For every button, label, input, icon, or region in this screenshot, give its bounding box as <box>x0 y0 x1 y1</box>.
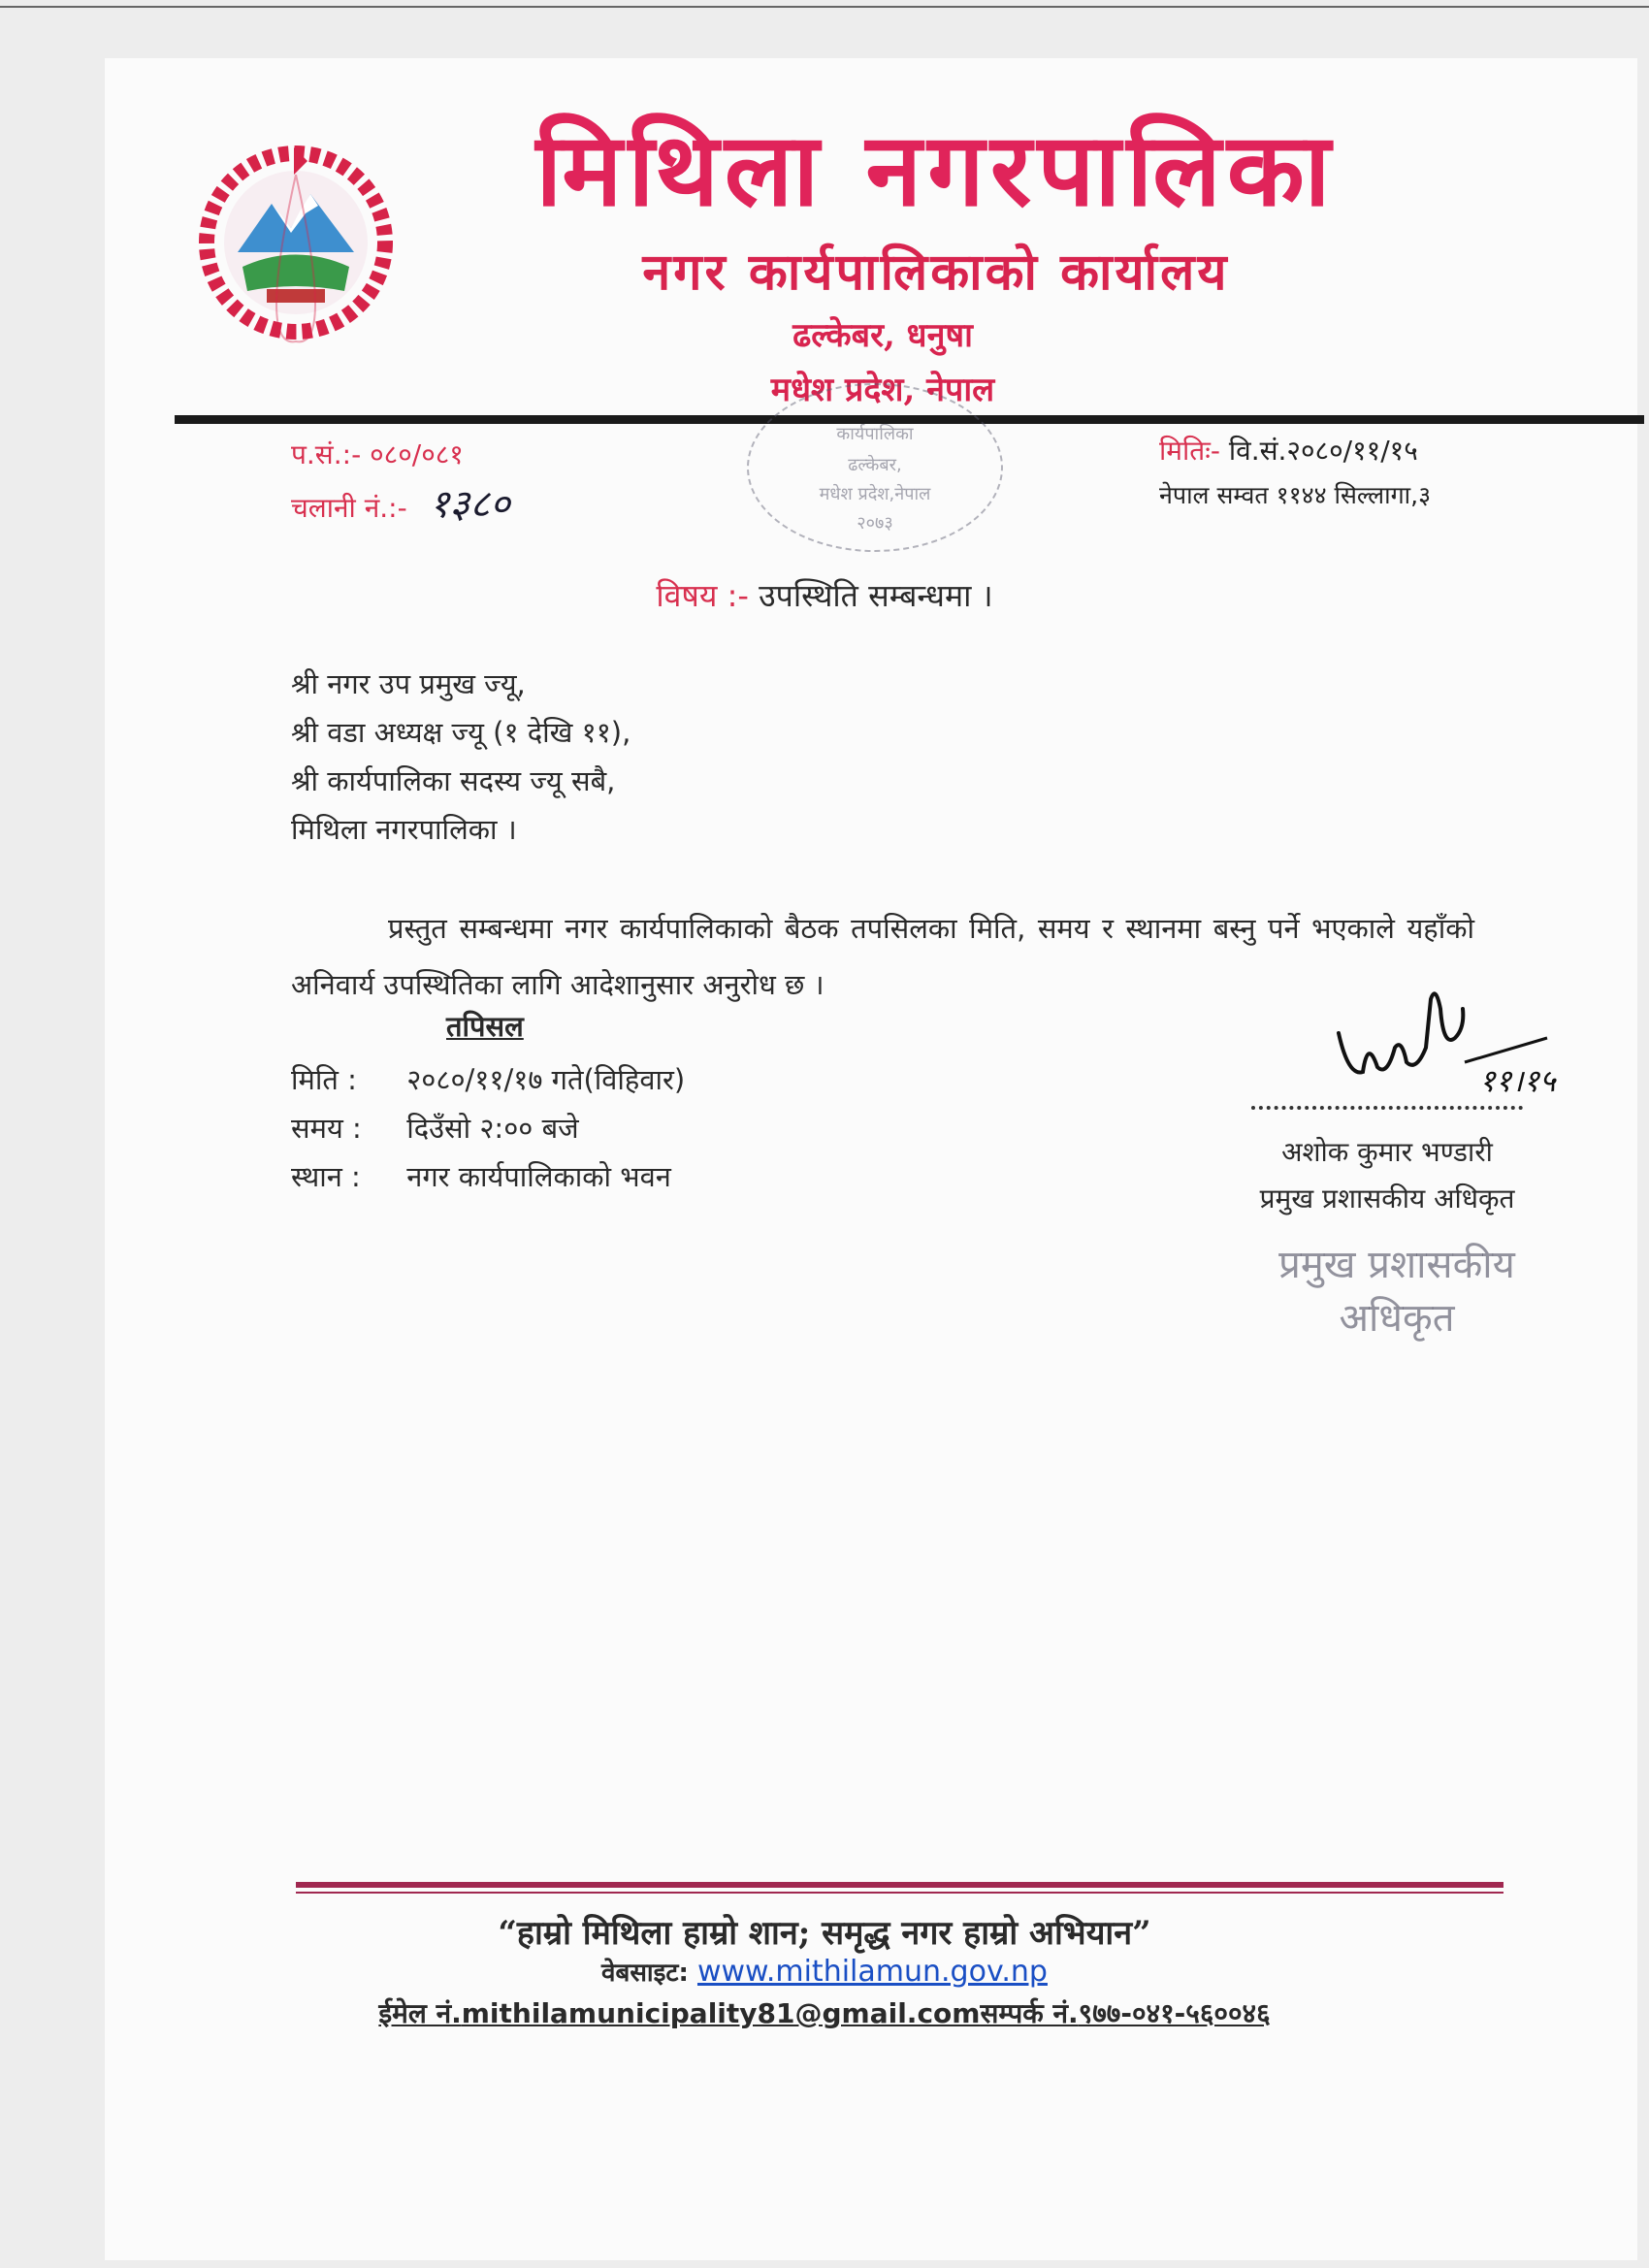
handwritten-signature <box>1319 980 1562 1096</box>
nepal-samvat-date: नेपाल सम्वत ११४४ सिल्लागा,३ <box>1159 481 1432 509</box>
date-label: मितिः- <box>1159 435 1220 467</box>
signature-line <box>1251 1106 1523 1110</box>
signatory-title: प्रमुख प्रशासकीय अधिकृत <box>1259 1183 1515 1215</box>
subject-text: उपस्थिति सम्बन्धमा । <box>759 577 993 614</box>
office-seal-stamp <box>747 383 1003 552</box>
letter-date <box>1159 435 1418 468</box>
ps-value: ०८०/०८१ <box>370 438 464 470</box>
footer-divider-thin <box>296 1892 1504 1894</box>
signatory-name: अशोक कुमार भण्डारी <box>1281 1136 1493 1168</box>
detail-time <box>291 1104 685 1152</box>
footer-divider <box>296 1882 1504 1888</box>
detail-date-label: मिति : <box>291 1063 357 1096</box>
stamp-line-1: कार्यपालिका <box>836 424 914 444</box>
addressee-item: श्री नगर उप प्रमुख ज्यू, <box>291 667 526 700</box>
chalani-number <box>291 481 510 528</box>
footer-slogan: “हाम्रो मिथिला हाम्रो शान; समृद्ध नगर हाम्रो अभियान” <box>498 1914 1151 1953</box>
patra-sankhya <box>291 438 464 471</box>
body-paragraph: प्रस्तुत सम्बन्धमा नगर कार्यपालिकाको बैठक तपसिलका मिति, समय र स्थानमा बस्नु पर्ने भएकाले यहाँको अनिवार्य उपस्थितिका लागि आदेशानुसार अनुरोध छ । <box>291 912 1474 1001</box>
addressee-item: श्री कार्यपालिका सदस्य ज्यू सबै, <box>291 764 616 797</box>
municipality-title: मिथिला नगरपालिका <box>535 110 1337 229</box>
detail-time-label: समय : <box>291 1112 362 1145</box>
subject-label: विषय :- <box>656 577 749 614</box>
ps-label: प.सं.:- <box>291 438 362 470</box>
phone-number: ९७७-०४१-५६००४६ <box>1078 1997 1271 2029</box>
footer-contact <box>0 1994 1649 2031</box>
scan-top-edge <box>0 6 1649 8</box>
stamp-line-4: २०७३ <box>857 513 893 534</box>
detail-place <box>291 1152 685 1201</box>
subject-line <box>0 574 1649 616</box>
stamp-line-2: ढल्केबर, <box>848 455 902 475</box>
addressee-item: मिथिला नगरपालिका । <box>291 813 517 846</box>
address-line-1: ढल्केबर, धनुषा <box>792 316 973 355</box>
website-label: वेबसाइट: <box>601 1959 689 1988</box>
detail-place-label: स्थान : <box>291 1160 361 1193</box>
signature-date: ११।१५ <box>1479 1062 1556 1096</box>
detail-date <box>291 1055 685 1104</box>
chalani-label: चलानी नं.:- <box>291 492 407 524</box>
stamp-line-3: मधेश प्रदेश,नेपाल <box>819 484 931 504</box>
phone-label: सम्पर्क नं. <box>980 1997 1079 2029</box>
detail-time-value: दिउँसो २:०० बजे <box>406 1112 579 1145</box>
chalani-value: १३८० <box>429 482 510 527</box>
website-link[interactable]: www.mithilamun.gov.np <box>696 1955 1048 1989</box>
details-heading: तपिसल <box>446 1010 524 1043</box>
date-value: वि.सं.२०८०/११/१५ <box>1228 435 1418 467</box>
address-line-2: मधेश प्रदेश, नेपाल <box>770 371 995 409</box>
addressee-list <box>291 660 630 854</box>
designation-stamp: प्रमुख प्रशासकीय अधिकृत <box>1278 1243 1515 1341</box>
detail-place-value: नगर कार्यपालिकाको भवन <box>406 1160 671 1193</box>
meeting-details <box>291 1055 685 1201</box>
footer-website <box>0 1954 1649 1989</box>
addressee-item: श्री वडा अध्यक्ष ज्यू (१ देखि ११), <box>291 716 631 749</box>
nepal-emblem-icon <box>199 136 393 349</box>
email-label: ईमेल नं. <box>378 1997 462 2029</box>
office-subtitle: नगर कार्यपालिकाको कार्यालय <box>642 243 1230 302</box>
detail-date-value: २०८०/११/१७ गते(विहिवार) <box>406 1063 686 1096</box>
email-address[interactable]: mithilamunicipality81@gmail.com <box>461 1997 981 2029</box>
